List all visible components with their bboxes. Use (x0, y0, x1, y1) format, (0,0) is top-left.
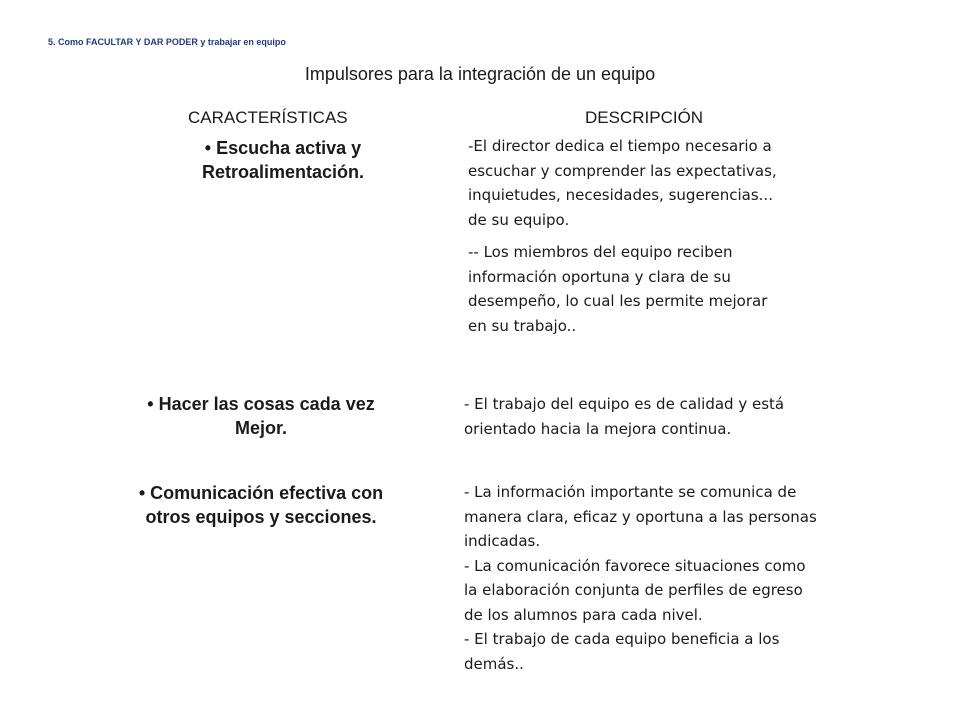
characteristic-line: • Comunicación efectiva con (138, 483, 384, 503)
description-line: desempeño, lo cual les permite mejorar (468, 292, 768, 310)
description-line: indicadas. (464, 532, 541, 550)
description-communication (464, 480, 817, 676)
description-line: demás.. (464, 654, 524, 673)
description-line: de los alumnos para cada nivel. (464, 605, 703, 624)
characteristic-line: Mejor. (234, 418, 287, 438)
description-line: - El trabajo del equipo es de calidad y está (464, 395, 785, 413)
description-line: la elaboración conjunta de perfiles de egreso (464, 581, 803, 599)
description-listening-members (468, 240, 767, 338)
description-line: -El director dedica el tiempo necesario a (468, 137, 772, 155)
description-line: escuchar y comprender las expectativas, (468, 161, 777, 180)
description-line: de su equipo. (468, 210, 570, 229)
description-line: - El trabajo de cada equipo beneficia a los (464, 630, 780, 648)
description-line: en su trabajo.. (468, 316, 577, 335)
characteristic-line: • Hacer las cosas cada vez (147, 394, 375, 414)
column-header-characteristics: CARACTERÍSTICAS (188, 108, 348, 127)
description-improvement (464, 392, 784, 441)
description-line: inquietudes, necesidades, sugerencias... (468, 186, 773, 204)
description-line: orientado hacia la mejora continua. (464, 419, 732, 438)
description-line: información oportuna y clara de su (468, 267, 731, 286)
characteristic-communication (96, 481, 426, 529)
slide-title: Impulsores para la integración de un equipo (304, 64, 656, 84)
description-line: - La información importante se comunica de (464, 483, 797, 501)
characteristic-line: • Escucha activa y (204, 138, 362, 158)
description-line: - La comunicación favorece situaciones como (464, 556, 806, 575)
column-header-description: DESCRIPCIÓN (585, 108, 704, 127)
description-listening-director (468, 134, 777, 232)
characteristic-line: otros equipos y secciones. (145, 507, 377, 527)
characteristic-line: Retroalimentación. (201, 162, 365, 182)
description-line: manera clara, eficaz y oportuna a las personas (464, 507, 817, 526)
header-note: 5. Como FACULTAR Y DAR PODER y trabajar en equipo (48, 37, 286, 47)
characteristic-improvement (96, 392, 426, 440)
description-line: -- Los miembros del equipo reciben (468, 243, 733, 261)
characteristic-listening (118, 136, 448, 184)
